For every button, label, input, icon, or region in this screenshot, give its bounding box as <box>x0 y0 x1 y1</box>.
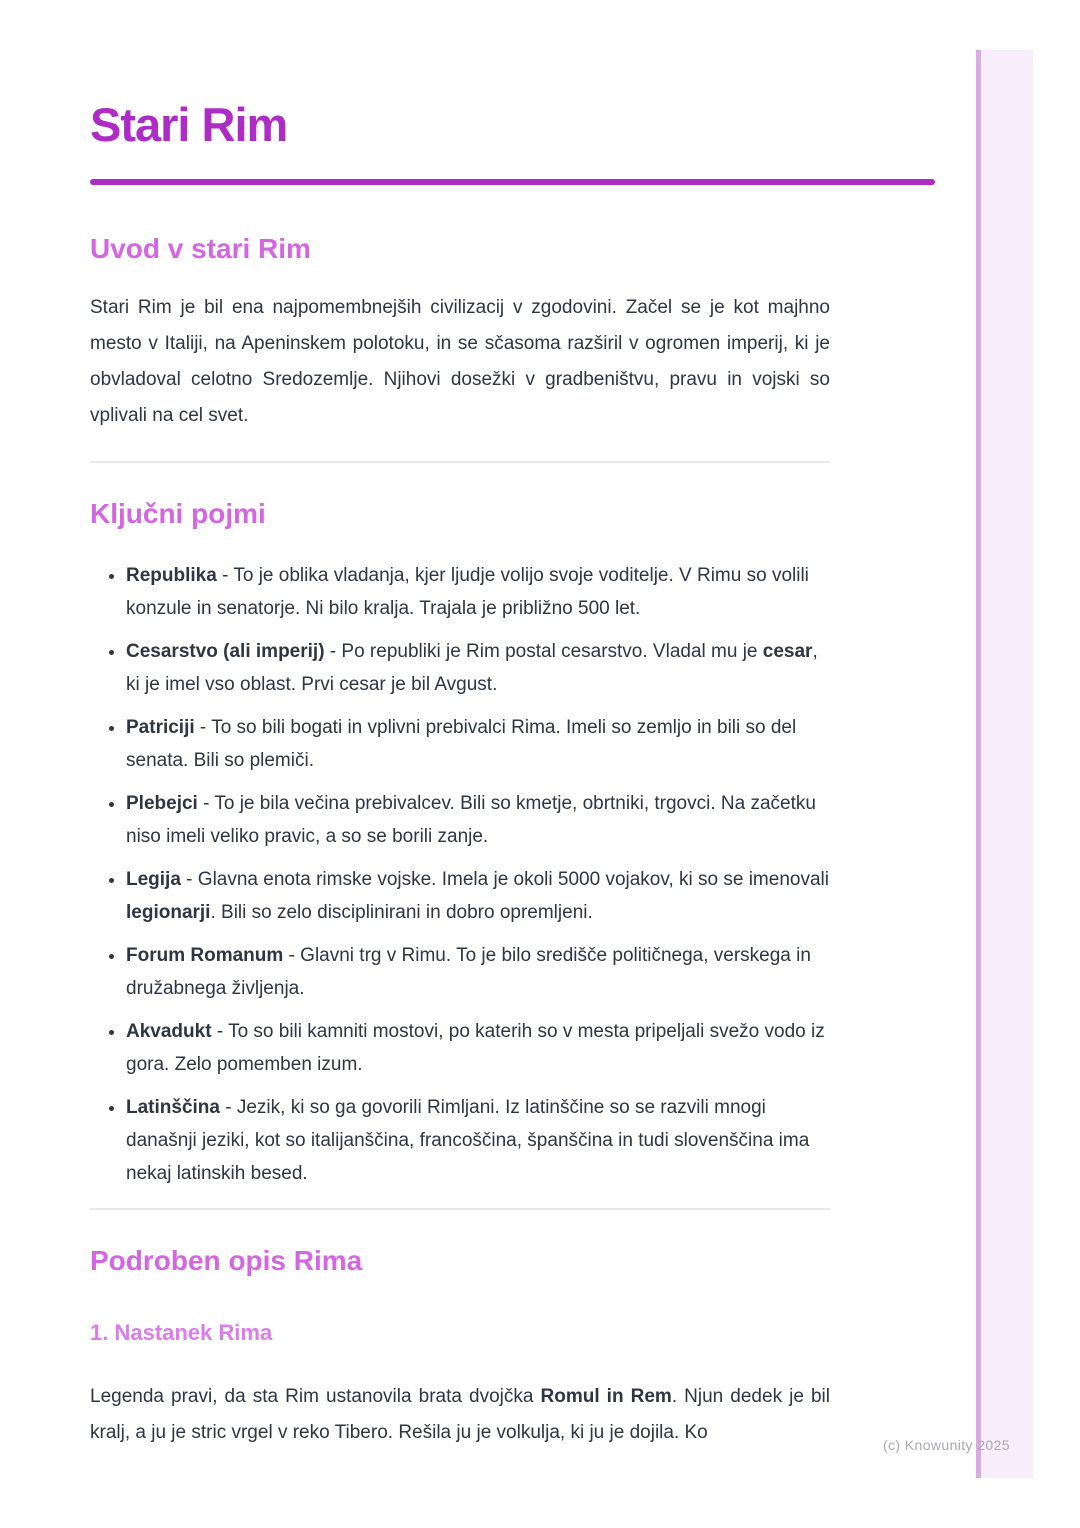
section-heading-key-terms: Ključni pojmi <box>90 498 266 529</box>
bold-text-run: Republika <box>126 565 217 586</box>
document-content <box>90 0 935 1451</box>
bold-text-run: Akvadukt <box>126 1021 212 1042</box>
text-run: . Bili so zelo disciplinirani in dobro opremljeni. <box>210 902 593 923</box>
bold-text-run: Latinščina <box>126 1097 220 1118</box>
text-run: - To je bila večina prebivalcev. Bili so kmetje, obrtniki, trgovci. Na začetku niso imeli veliko pravic, a so se borili zanje. <box>126 793 816 847</box>
intro-paragraph: Stari Rim je bil ena najpomembnejših civilizacij v zgodovini. Začel se je kot majhno mesto v Italiji, na Apeninskem polotoku, in se sčasoma razširil v ogromen imperij, ki je obvladoval celotno Sredozemlje. Njihovi dosežki v gradbeništvu, pravu in vojski so vplivali na cel svet. <box>90 297 830 426</box>
term-list-item <box>126 711 830 777</box>
page-title: Stari Rim <box>90 98 288 151</box>
term-list-item <box>126 863 830 929</box>
bold-text-run: Plebejci <box>126 793 198 814</box>
text-run: - To je oblika vladanja, kjer ljudje volijo svoje voditelje. V Rimu so volili konzule in senatorje. Ni bilo kralja. Trajala je približno 500 let. <box>126 565 809 619</box>
copyright-watermark: (c) Knowunity 2025 <box>882 1437 1010 1453</box>
title-underline-rule <box>90 179 935 185</box>
section-heading-intro: Uvod v stari Rim <box>90 233 311 264</box>
bold-text-run: Romul in Rem <box>540 1386 672 1407</box>
text-run: Legenda pravi, da sta Rim ustanovila brata dvojčka <box>90 1386 541 1407</box>
term-list-item <box>126 559 830 625</box>
text-run: - To so bili bogati in vplivni prebivalci Rima. Imeli so zemljo in bili so del senata. Bili so plemiči. <box>126 717 797 771</box>
subsection-heading-origin: 1. Nastanek Rima <box>90 1320 273 1345</box>
text-run: - To so bili kamniti mostovi, po katerih so v mesta pripeljali svežo vodo iz gora. Zelo pomemben izum. <box>126 1021 825 1075</box>
origin-paragraph <box>90 1379 830 1451</box>
text-run: - Glavna enota rimske vojske. Imela je okoli 5000 vojakov, ki so se imenovali <box>180 869 829 890</box>
bold-text-run: Legija <box>126 869 181 890</box>
term-list-item <box>126 635 830 701</box>
section-divider <box>90 1208 830 1210</box>
section-divider <box>90 461 830 463</box>
term-list-item <box>126 939 830 1005</box>
key-terms-list <box>90 559 830 1190</box>
term-list-item <box>126 1015 830 1081</box>
bold-text-run: Forum Romanum <box>126 945 284 966</box>
bold-text-run: Patriciji <box>126 717 195 738</box>
text-run: - Glavni trg v Rimu. To je bilo središče političnega, verskega in družabnega življenja. <box>126 945 811 999</box>
bold-text-run: legionarji <box>126 902 211 923</box>
section-heading-detail: Podroben opis Rima <box>90 1245 363 1276</box>
text-run: - Jezik, ki so ga govorili Rimljani. Iz latinščine so se razvili mnogi današnji jeziki, kot so italijanščina, francoščina, španščina in tudi slovenščina ima nekaj latinskih besed. <box>126 1097 810 1184</box>
text-run: - Po republiki je Rim postal cesarstvo. Vladal mu je <box>324 641 763 662</box>
term-list-item <box>126 787 830 853</box>
bold-text-run: cesar <box>762 641 813 662</box>
term-list-item <box>126 1091 830 1190</box>
text-run: , ki je imel vso oblast. Prvi cesar je bil Avgust. <box>126 641 818 695</box>
text-run: . Njun dedek je bil kralj, a ju je stric vrgel v reko Tibero. Rešila ju je volkulja, ki ju je dojila. Ko <box>90 1386 830 1443</box>
bold-text-run: Cesarstvo (ali imperij) <box>126 641 325 662</box>
decorative-accent-bar <box>976 50 1033 1478</box>
